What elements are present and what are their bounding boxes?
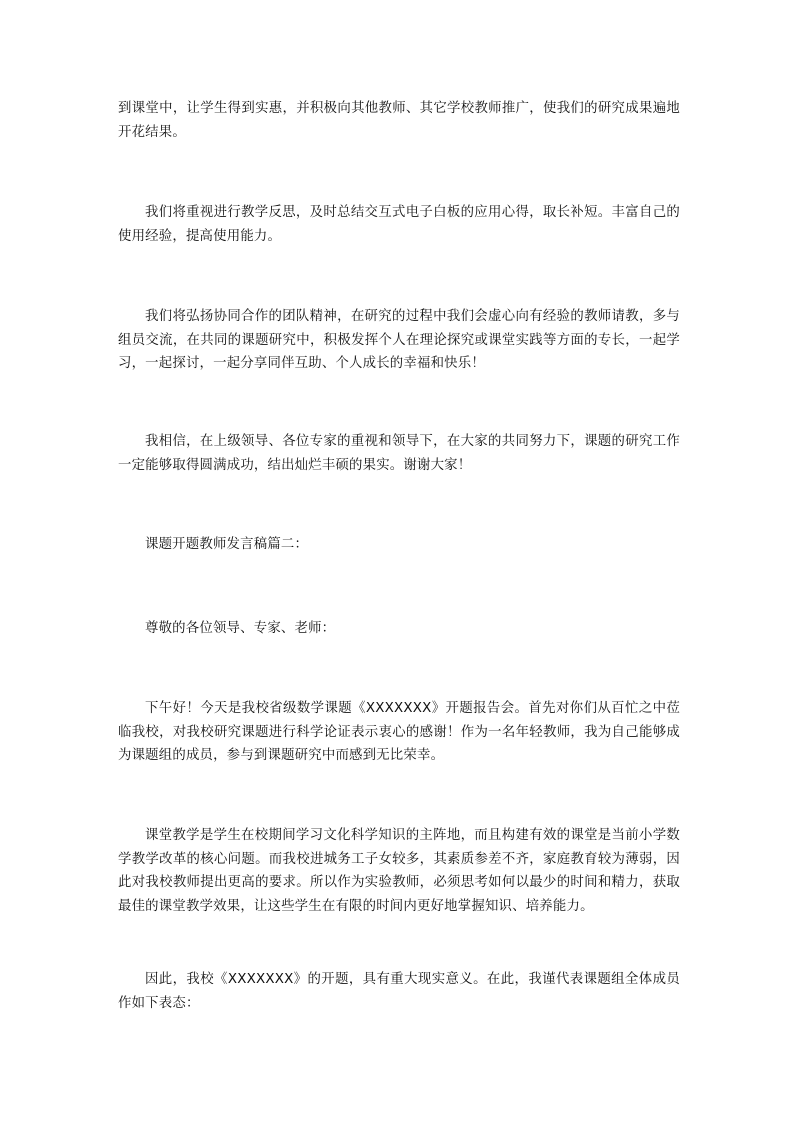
paragraph-classroom-teaching: 课堂教学是学生在校期间学习文化科学知识的主阵地，而且构建有效的课堂是当前小学数学教学改革的核心问题。而我校进城务工子女较多，其素质参差不齐，家庭教育较为薄弱，因此对我校教师提出更高的要求。所以作为实验教师，必须思考如何以最少的时间和精力，获取最佳的课堂教学效果，让这些学生在有限的时间内更好地掌握知识、培养能力。 bbox=[118, 828, 680, 914]
paragraph-team-spirit: 我们将弘扬协同合作的团队精神，在研究的过程中我们会虚心向有经验的教师请教，多与组员交流，在共同的课题研究中，积极发挥个人在理论探究或课堂实践等方面的专长，一起学习，一起探讨，一起分享同伴互助、个人成长的幸福和快乐！ bbox=[118, 309, 680, 371]
salutation: 尊敬的各位领导、专家、老师： bbox=[145, 621, 336, 636]
section-heading-speech-two: 课题开题教师发言稿篇二： bbox=[145, 537, 309, 552]
paragraph-significance: 因此，我校《XXXXXXX》的开题，具有重大现实意义。在此，我谨代表课题组全体成员作如下表态： bbox=[118, 972, 680, 1011]
paragraph-greeting: 下午好！今天是我校省级数学课题《XXXXXXX》开题报告会。首先对你们从百忙之中莅临我校，对我校研究课题进行科学论证表示衷心的感谢！作为一名年轻教师，我为自己能够成为课题组的成员，参与到课题研究中而感到无比荣幸。 bbox=[118, 701, 680, 763]
paragraph-closing-thanks: 我相信，在上级领导、各位专家的重视和领导下，在大家的共同努力下，课题的研究工作一定能够取得圆满成功，结出灿烂丰硕的果实。谢谢大家！ bbox=[118, 434, 680, 473]
paragraph-research-promotion: 到课堂中，让学生得到实惠，并积极向其他教师、其它学校教师推广，使我们的研究成果遍地开花结果。 bbox=[118, 101, 680, 140]
paragraph-teaching-reflection: 我们将重视进行教学反思，及时总结交互式电子白板的应用心得，取长补短。丰富自己的使用经验，提高使用能力。 bbox=[118, 205, 680, 244]
